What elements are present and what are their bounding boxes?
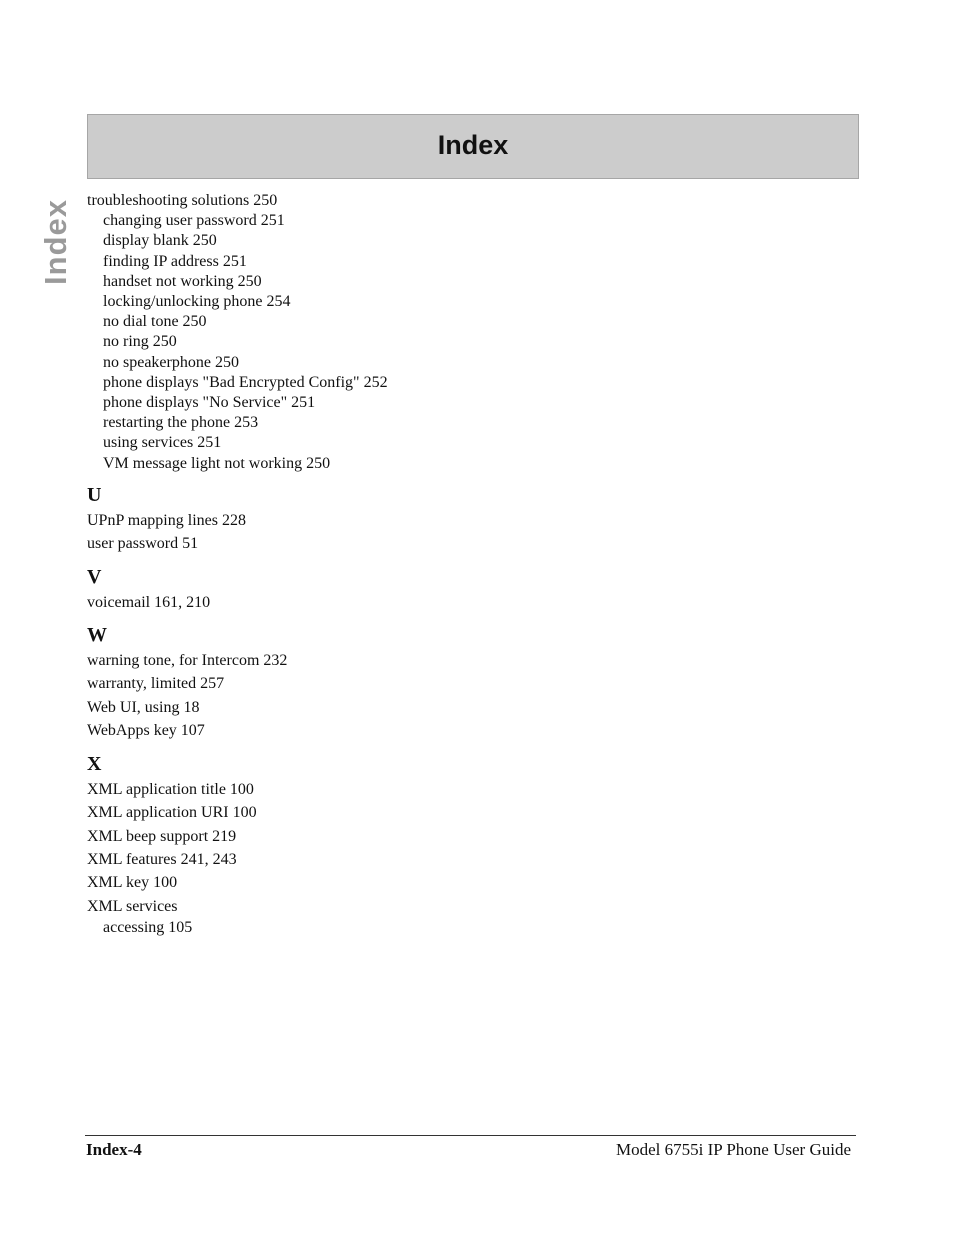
footer-page-number: Index-4: [86, 1140, 142, 1159]
index-entry: user password 51: [87, 535, 199, 553]
index-subentry: finding IP address 251: [103, 252, 247, 270]
index-entry: XML key 100: [87, 874, 178, 892]
index-subentry: phone displays "Bad Encrypted Config" 252: [103, 373, 388, 391]
index-subentry: phone displays "No Service" 251: [103, 394, 316, 412]
section-letter-u: U: [87, 483, 102, 506]
section-letter-x: X: [87, 752, 102, 775]
index-entry: UPnP mapping lines 228: [87, 511, 246, 529]
side-tab: [34, 193, 78, 291]
page-title: Index: [437, 130, 509, 160]
index-subentry: restarting the phone 253: [103, 414, 259, 432]
index-subentry: no speakerphone 250: [103, 353, 239, 371]
section-letter-v: V: [87, 565, 102, 588]
side-tab-label: Index: [38, 199, 73, 285]
index-subentry: changing user password 251: [103, 212, 285, 230]
index-subentry: accessing 105: [103, 919, 193, 937]
section-letter-w: W: [87, 624, 107, 647]
index-subentry: no dial tone 250: [103, 313, 207, 331]
index-entry: XML application title 100: [87, 780, 254, 798]
index-entry: warning tone, for Intercom 232: [87, 652, 288, 670]
index-subentry: handset not working 250: [103, 272, 262, 290]
index-entry: XML services: [87, 897, 178, 915]
index-entry: XML beep support 219: [87, 827, 237, 845]
index-entry: warranty, limited 257: [87, 675, 225, 693]
index-entry: voicemail 161, 210: [87, 593, 211, 611]
index-subentry: using services 251: [103, 434, 222, 452]
footer-guide-title: Model 6755i IP Phone User Guide: [616, 1140, 851, 1159]
index-entry: WebApps key 107: [87, 722, 205, 740]
index-subentry: display blank 250: [103, 232, 217, 250]
index-subentry: VM message light not working 250: [103, 454, 331, 472]
index-subentry: no ring 250: [103, 333, 177, 351]
footer-divider: [85, 1135, 856, 1136]
index-entry: Web UI, using 18: [87, 698, 200, 716]
title-banner: [87, 114, 859, 179]
index-entry: XML application URI 100: [87, 804, 257, 822]
index-entry: troubleshooting solutions 250: [87, 192, 278, 209]
index-entry: XML features 241, 243: [87, 850, 237, 868]
index-content: [87, 191, 847, 938]
index-subentry: locking/unlocking phone 254: [103, 293, 291, 311]
